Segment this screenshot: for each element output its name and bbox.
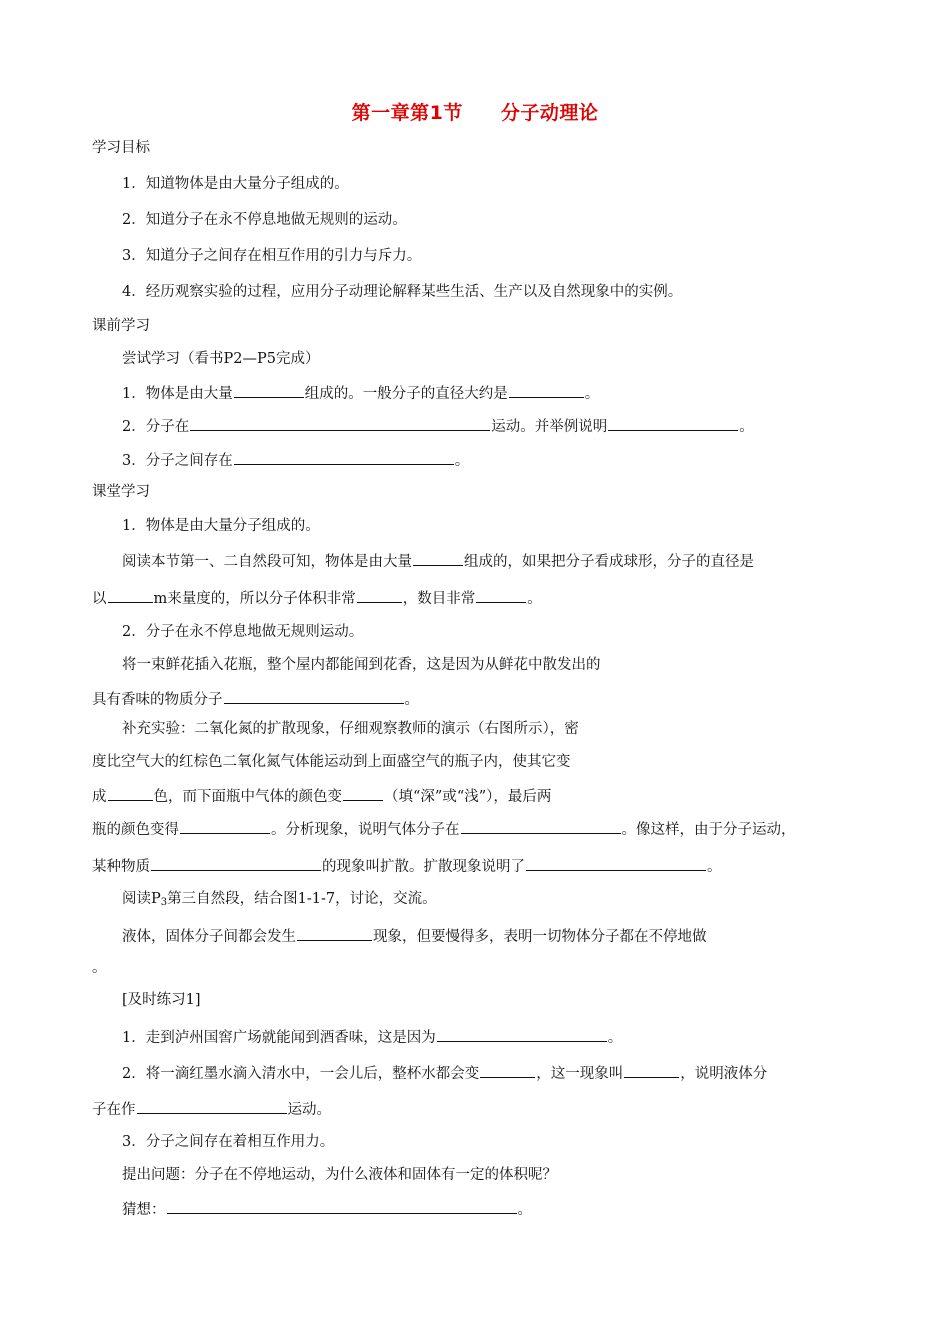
answer-blank[interactable] <box>357 587 402 603</box>
flower-line-2: 具有香味的物质分子 。 <box>92 688 419 710</box>
answer-blank[interactable] <box>224 688 404 704</box>
answer-blank[interactable] <box>190 415 490 431</box>
class-subheading-1: 1．物体是由大量分子组成的。 <box>122 518 320 534</box>
goal-item: 3．知道分子之间存在相互作用的引力与斥力。 <box>122 248 422 264</box>
pre-intro: 尝试学习（看书P2—P5完成） <box>122 351 320 367</box>
answer-blank[interactable] <box>526 855 706 871</box>
practice-heading: [及时练习1] <box>122 992 201 1008</box>
class-subheading-3: 3．分子之间存在着相互作用力。 <box>122 1134 335 1150</box>
practice-question-1: 1．走到泸州国窖广场就能闻到酒香味，这是因为 。 <box>122 1026 622 1048</box>
answer-blank[interactable] <box>509 382 584 398</box>
answer-blank[interactable] <box>137 1098 287 1114</box>
experiment-line-3: 成 色，而下面瓶中气体的颜色变 （填“深”或“浅”），最后两 <box>92 785 551 807</box>
experiment-line-1: 补充实验：二氧化氮的扩散现象，仔细观察教师的演示（右图所示），密 <box>122 721 579 737</box>
answer-blank[interactable] <box>234 382 304 398</box>
pre-question-2: 2．分子在 运动。并举例说明 。 <box>122 415 754 437</box>
class-subheading-2: 2．分子在永不停息地做无规则运动。 <box>122 624 364 640</box>
answer-blank[interactable] <box>108 587 153 603</box>
answer-blank[interactable] <box>167 1198 517 1214</box>
answer-blank[interactable] <box>297 925 372 941</box>
answer-blank[interactable] <box>608 415 738 431</box>
flower-line-1: 将一束鲜花插入花瓶，整个屋内都能闻到花香，这是因为从鲜花中散发出的 <box>122 657 601 673</box>
reading-line-2: 以 m来量度的，所以分子体积非常 ，数目非常 。 <box>92 587 542 609</box>
experiment-line-5: 某种物质 的现象叫扩散。扩散现象说明了 。 <box>92 855 722 877</box>
answer-blank[interactable] <box>180 818 270 834</box>
answer-blank[interactable] <box>151 855 321 871</box>
practice-question-2-cont: 子在作 运动。 <box>92 1098 331 1120</box>
experiment-line-4: 瓶的颜色变得 。分析现象，说明气体分子在 。像这样，由于分子运动， <box>92 818 796 840</box>
answer-blank[interactable] <box>234 449 454 465</box>
answer-blank[interactable] <box>108 785 153 801</box>
pre-question-1: 1．物体是由大量 组成的。一般分子的直径大约是 。 <box>122 382 599 404</box>
page-title: 第一章第1节 分子动理论 <box>351 102 599 124</box>
reading-p3: 阅读$P_3$第三自然段，结合图1-1-7，讨论，交流。 <box>122 891 437 908</box>
guess-line: 猜想： 。 <box>122 1198 532 1220</box>
answer-blank[interactable] <box>413 550 463 566</box>
answer-blank[interactable] <box>343 785 383 801</box>
pre-question-3: 3．分子之间存在 。 <box>122 449 469 471</box>
answer-blank[interactable] <box>624 1062 679 1078</box>
experiment-line-2: 度比空气大的红棕色二氧化氮气体能运动到上面盛空气的瓶子内，使其它变 <box>92 754 571 770</box>
goal-item: 4．经历观察实验的过程，应用分子动理论解释某些生活、生产以及自然现象中的实例。 <box>122 284 683 300</box>
goal-item: 2．知道分子在永不停息地做无规则的运动。 <box>122 212 407 228</box>
section-heading-pre: 课前学习 <box>92 318 150 334</box>
answer-blank[interactable] <box>461 818 621 834</box>
section-heading-goals: 学习目标 <box>92 140 150 156</box>
answer-blank[interactable] <box>437 1026 607 1042</box>
section-heading-class: 课堂学习 <box>92 484 150 500</box>
practice-question-2: 2．将一滴红墨水滴入清水中，一会儿后，整杯水都会变 ，这一现象叫 ，说明液体分 <box>122 1062 767 1084</box>
liquid-line-2: 。 <box>92 960 107 976</box>
answer-blank[interactable] <box>480 1062 535 1078</box>
reading-line-1: 阅读本节第一、二自然段可知，物体是由大量 组成的，如果把分子看成球形，分子的直径是 <box>122 550 754 572</box>
answer-blank[interactable] <box>476 587 526 603</box>
question-prompt: 提出问题：分子在不停地运动，为什么液体和固体有一定的体积呢？ <box>122 1167 557 1183</box>
liquid-line-1: 液体，固体分子间都会发生 现象，但要慢得多，表明一切物体分子都在不停地做 <box>122 925 707 947</box>
goal-item: 1．知道物体是由大量分子组成的。 <box>122 176 349 192</box>
